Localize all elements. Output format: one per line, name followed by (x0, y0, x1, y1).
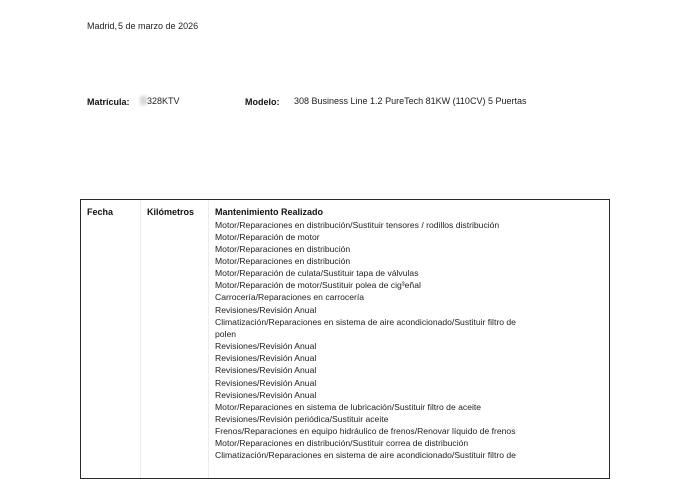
maintenance-line: Revisiones/Revisión Anual (215, 341, 317, 352)
maintenance-line: Revisiones/Revisión Anual (215, 304, 317, 315)
modelo-label: Modelo: (245, 97, 280, 107)
document-date-line (87, 21, 198, 31)
maintenance-line: Motor/Reparación de motor/Sustituir polea de cig³eñal (215, 280, 421, 291)
header-fecha: Fecha (87, 207, 114, 217)
maintenance-line: Frenos/Reparaciones en equipo hidráulico de frenos/Renovar líquido de frenos (215, 426, 516, 437)
maintenance-line: Revisiones/Revisión Anual (215, 377, 317, 388)
maintenance-line: Motor/Reparaciones en sistema de lubricación/Sustituir filtro de aceite (215, 401, 482, 412)
city: Madrid (87, 21, 115, 31)
maintenance-line: Revisiones/Revisión Anual (215, 365, 317, 376)
maintenance-line: Motor/Reparación de motor (215, 231, 320, 242)
maintenance-line: Revisiones/Revisión Anual (215, 389, 317, 400)
maintenance-line: Revisiones/Revisión Anual (215, 353, 317, 364)
matricula-label: Matrícula: (87, 97, 130, 107)
maintenance-line: Climatización/Reparaciones en sistema de aire acondicionado/Sustituir filtro de (215, 450, 516, 461)
header-mantenimiento: Mantenimiento Realizado (215, 207, 324, 217)
maintenance-line: Motor/Reparaciones en distribución (215, 255, 351, 266)
redacted-region (140, 96, 147, 105)
document-date: 5 de marzo de 2026 (118, 21, 199, 31)
column-divider (208, 200, 209, 478)
vehicle-info-row (0, 96, 690, 110)
maintenance-line: Motor/Reparaciones en distribución (215, 243, 351, 254)
maintenance-list (215, 219, 545, 462)
comma-separator: , (114, 21, 118, 31)
header-kilometros: Kilómetros (147, 207, 195, 217)
maintenance-line: Motor/Reparaciones en distribución/Sustituir tensores / rodillos distribución (215, 219, 500, 230)
modelo-value: 308 Business Line 1.2 PureTech 81KW (110CV) 5 Puertas (294, 96, 527, 106)
matricula-value (140, 96, 180, 106)
maintenance-line: Motor/Reparación de culata/Sustituir tapa de válvulas (215, 268, 419, 279)
maintenance-line: Motor/Reparaciones en distribución/Sustituir correa de distribución (215, 438, 469, 449)
maintenance-line: polen (215, 328, 237, 339)
maintenance-table (80, 199, 610, 479)
maintenance-line: Carrocería/Reparaciones en carrocería (215, 292, 365, 303)
maintenance-line: Revisiones/Revisión periódica/Sustituir aceite (215, 414, 389, 424)
column-divider (140, 200, 141, 478)
matricula-text: 328KTV (147, 96, 180, 106)
maintenance-line: Climatización/Reparaciones en sistema de aire acondicionado/Sustituir filtro de (215, 316, 516, 327)
